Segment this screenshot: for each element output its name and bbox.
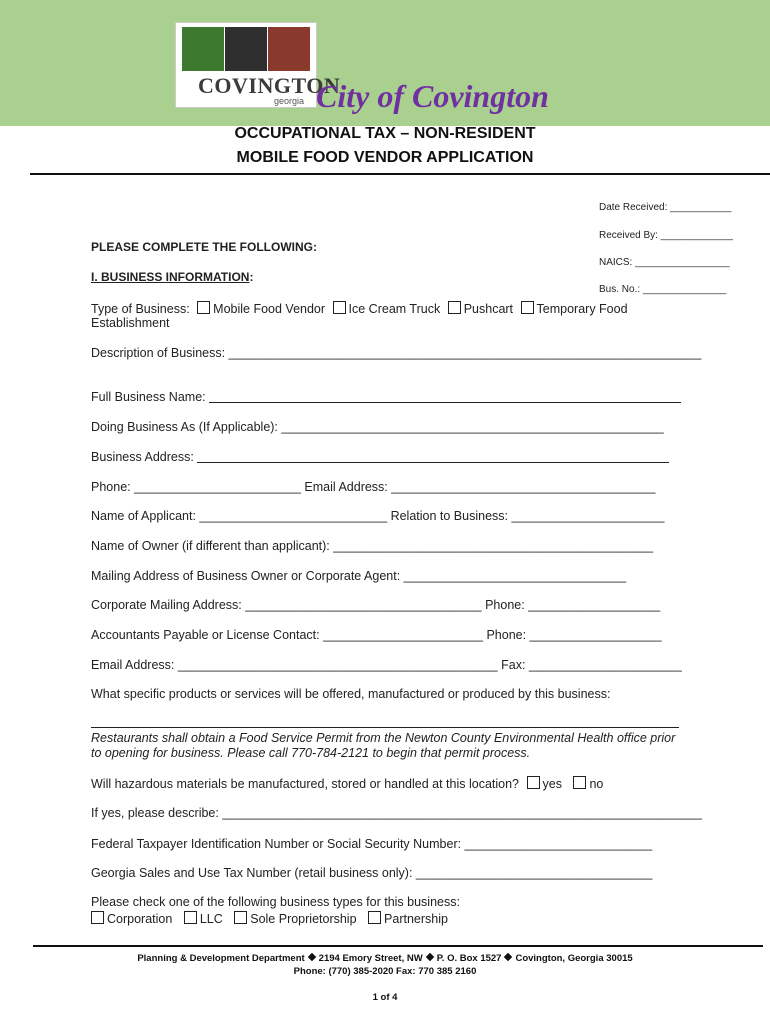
- phone-email-field[interactable]: Phone: ________________________ Email Address: ______________________________________: [91, 480, 656, 494]
- house-icon: [268, 27, 310, 71]
- hazardous-yes-label: yes: [542, 777, 562, 791]
- products-question: What specific products or services will be offered, manufactured or produced by this business:: [91, 687, 611, 701]
- business-type-question: Please check one of the following business types for this business:: [91, 895, 460, 909]
- applicant-field[interactable]: Name of Applicant: ___________________________ Relation to Business: ______________________: [91, 509, 665, 523]
- business-type-row: [87, 911, 448, 926]
- form-title-line1: OCCUPATIONAL TAX – NON-RESIDENT: [234, 125, 536, 142]
- footer-address: [0, 953, 770, 964]
- naics: NAICS: _________________: [599, 257, 730, 268]
- date-received: Date Received: ___________: [599, 202, 732, 213]
- checkbox-corporation[interactable]: [91, 911, 104, 924]
- type-llc: LLC: [199, 912, 223, 926]
- dba-field[interactable]: Doing Business As (If Applicable): _______________________________________________________: [91, 420, 664, 434]
- type-continued: Establishment: [91, 316, 170, 330]
- option-temporary-food: Temporary Food: [536, 302, 628, 316]
- hazardous-no-label: no: [589, 777, 604, 791]
- business-address-row: [91, 450, 669, 464]
- city-logo: [175, 22, 341, 108]
- email-fax-field[interactable]: Email Address: ______________________________________________ Fax: ______________________: [91, 658, 682, 672]
- sales-tax-field[interactable]: Georgia Sales and Use Tax Number (retail business only): __________________________________: [91, 866, 653, 880]
- checkbox-hazardous-yes[interactable]: [527, 776, 540, 789]
- option-mobile-food-vendor: Mobile Food Vendor: [213, 302, 326, 316]
- logo-subtitle: georgia: [274, 96, 305, 106]
- full-name-input[interactable]: [209, 390, 681, 403]
- footer-city: Covington, Georgia 30015: [515, 953, 633, 964]
- hazardous-row: [91, 776, 603, 791]
- checkbox-mobile-food-vendor[interactable]: [197, 301, 210, 314]
- if-yes-describe-field[interactable]: If yes, please describe: _____________________________________________________________________: [91, 806, 702, 820]
- permit-notice-line2: to opening for business. Please call 770-784-2121 to begin that permit process.: [91, 746, 531, 760]
- products-answer-line[interactable]: [91, 727, 679, 728]
- checkbox-hazardous-no[interactable]: [573, 776, 586, 789]
- footer-dept: Planning & Development Department: [137, 953, 305, 964]
- type-partnership: Partnership: [384, 912, 448, 926]
- federal-tax-id-field[interactable]: Federal Taxpayer Identification Number or Social Security Number: ___________________________: [91, 837, 653, 851]
- corporate-mailing-field[interactable]: Corporate Mailing Address: __________________________________ Phone: ___________________: [91, 598, 661, 612]
- please-complete: PLEASE COMPLETE THE FOLLOWING:: [91, 240, 317, 254]
- section-business-info: [91, 270, 253, 284]
- section-colon: :: [249, 270, 254, 284]
- hazardous-question: Will hazardous materials be manufactured, stored or handled at this location?: [91, 777, 520, 791]
- tree-icon: [182, 27, 224, 71]
- diamond-icon: [307, 953, 315, 961]
- received-by: Received By: _____________: [599, 230, 733, 241]
- full-business-name-row: [91, 390, 681, 404]
- logo-name: COVINGTON: [198, 73, 341, 98]
- permit-notice-line1: Restaurants shall obtain a Food Service Permit from the Newton County Environmental Health office prior: [91, 731, 676, 745]
- title-divider: [30, 173, 770, 175]
- section-business-label: I. BUSINESS INFORMATION: [91, 270, 250, 284]
- description-field[interactable]: Description of Business: ____________________________________________________________________: [91, 346, 702, 360]
- checkbox-sole-proprietorship[interactable]: [234, 911, 247, 924]
- footer-phone-fax: Phone: (770) 385-2020 Fax: 770 385 2160: [293, 966, 477, 977]
- accounts-payable-field[interactable]: Accountants Payable or License Contact: _______________________ Phone: ___________________: [91, 628, 662, 642]
- option-pushcart: Pushcart: [463, 302, 514, 316]
- diamond-icon: [504, 953, 512, 961]
- type-label: Type of Business:: [91, 302, 190, 316]
- bus-no: Bus. No.: _______________: [599, 284, 727, 295]
- form-title-line2: MOBILE FOOD VENDOR APPLICATION: [236, 149, 534, 166]
- type-of-business-row: [91, 301, 628, 316]
- checkbox-partnership[interactable]: [368, 911, 381, 924]
- type-sole-proprietorship: Sole Proprietorship: [250, 912, 357, 926]
- address-input[interactable]: [197, 450, 669, 463]
- checkbox-ice-cream-truck[interactable]: [333, 301, 346, 314]
- skyline-icon: [225, 27, 267, 71]
- full-name-label: Full Business Name:: [91, 390, 206, 404]
- checkbox-pushcart[interactable]: [448, 301, 461, 314]
- owner-field[interactable]: Name of Owner (if different than applicant): ______________________________________________: [91, 539, 654, 553]
- city-title: City of Covington: [316, 78, 549, 114]
- checkbox-temporary-food[interactable]: [521, 301, 534, 314]
- address-label: Business Address:: [91, 450, 194, 464]
- mailing-address-field[interactable]: Mailing Address of Business Owner or Corporate Agent: ________________________________: [91, 569, 627, 583]
- page-number: 1 of 4: [372, 992, 398, 1003]
- footer-street: 2194 Emory Street, NW: [318, 953, 423, 964]
- checkbox-llc[interactable]: [184, 911, 197, 924]
- footer-divider: [33, 945, 763, 947]
- type-corporation: Corporation: [107, 912, 173, 926]
- option-ice-cream-truck: Ice Cream Truck: [348, 302, 441, 316]
- footer-pobox: P. O. Box 1527: [436, 953, 502, 964]
- diamond-icon: [425, 953, 433, 961]
